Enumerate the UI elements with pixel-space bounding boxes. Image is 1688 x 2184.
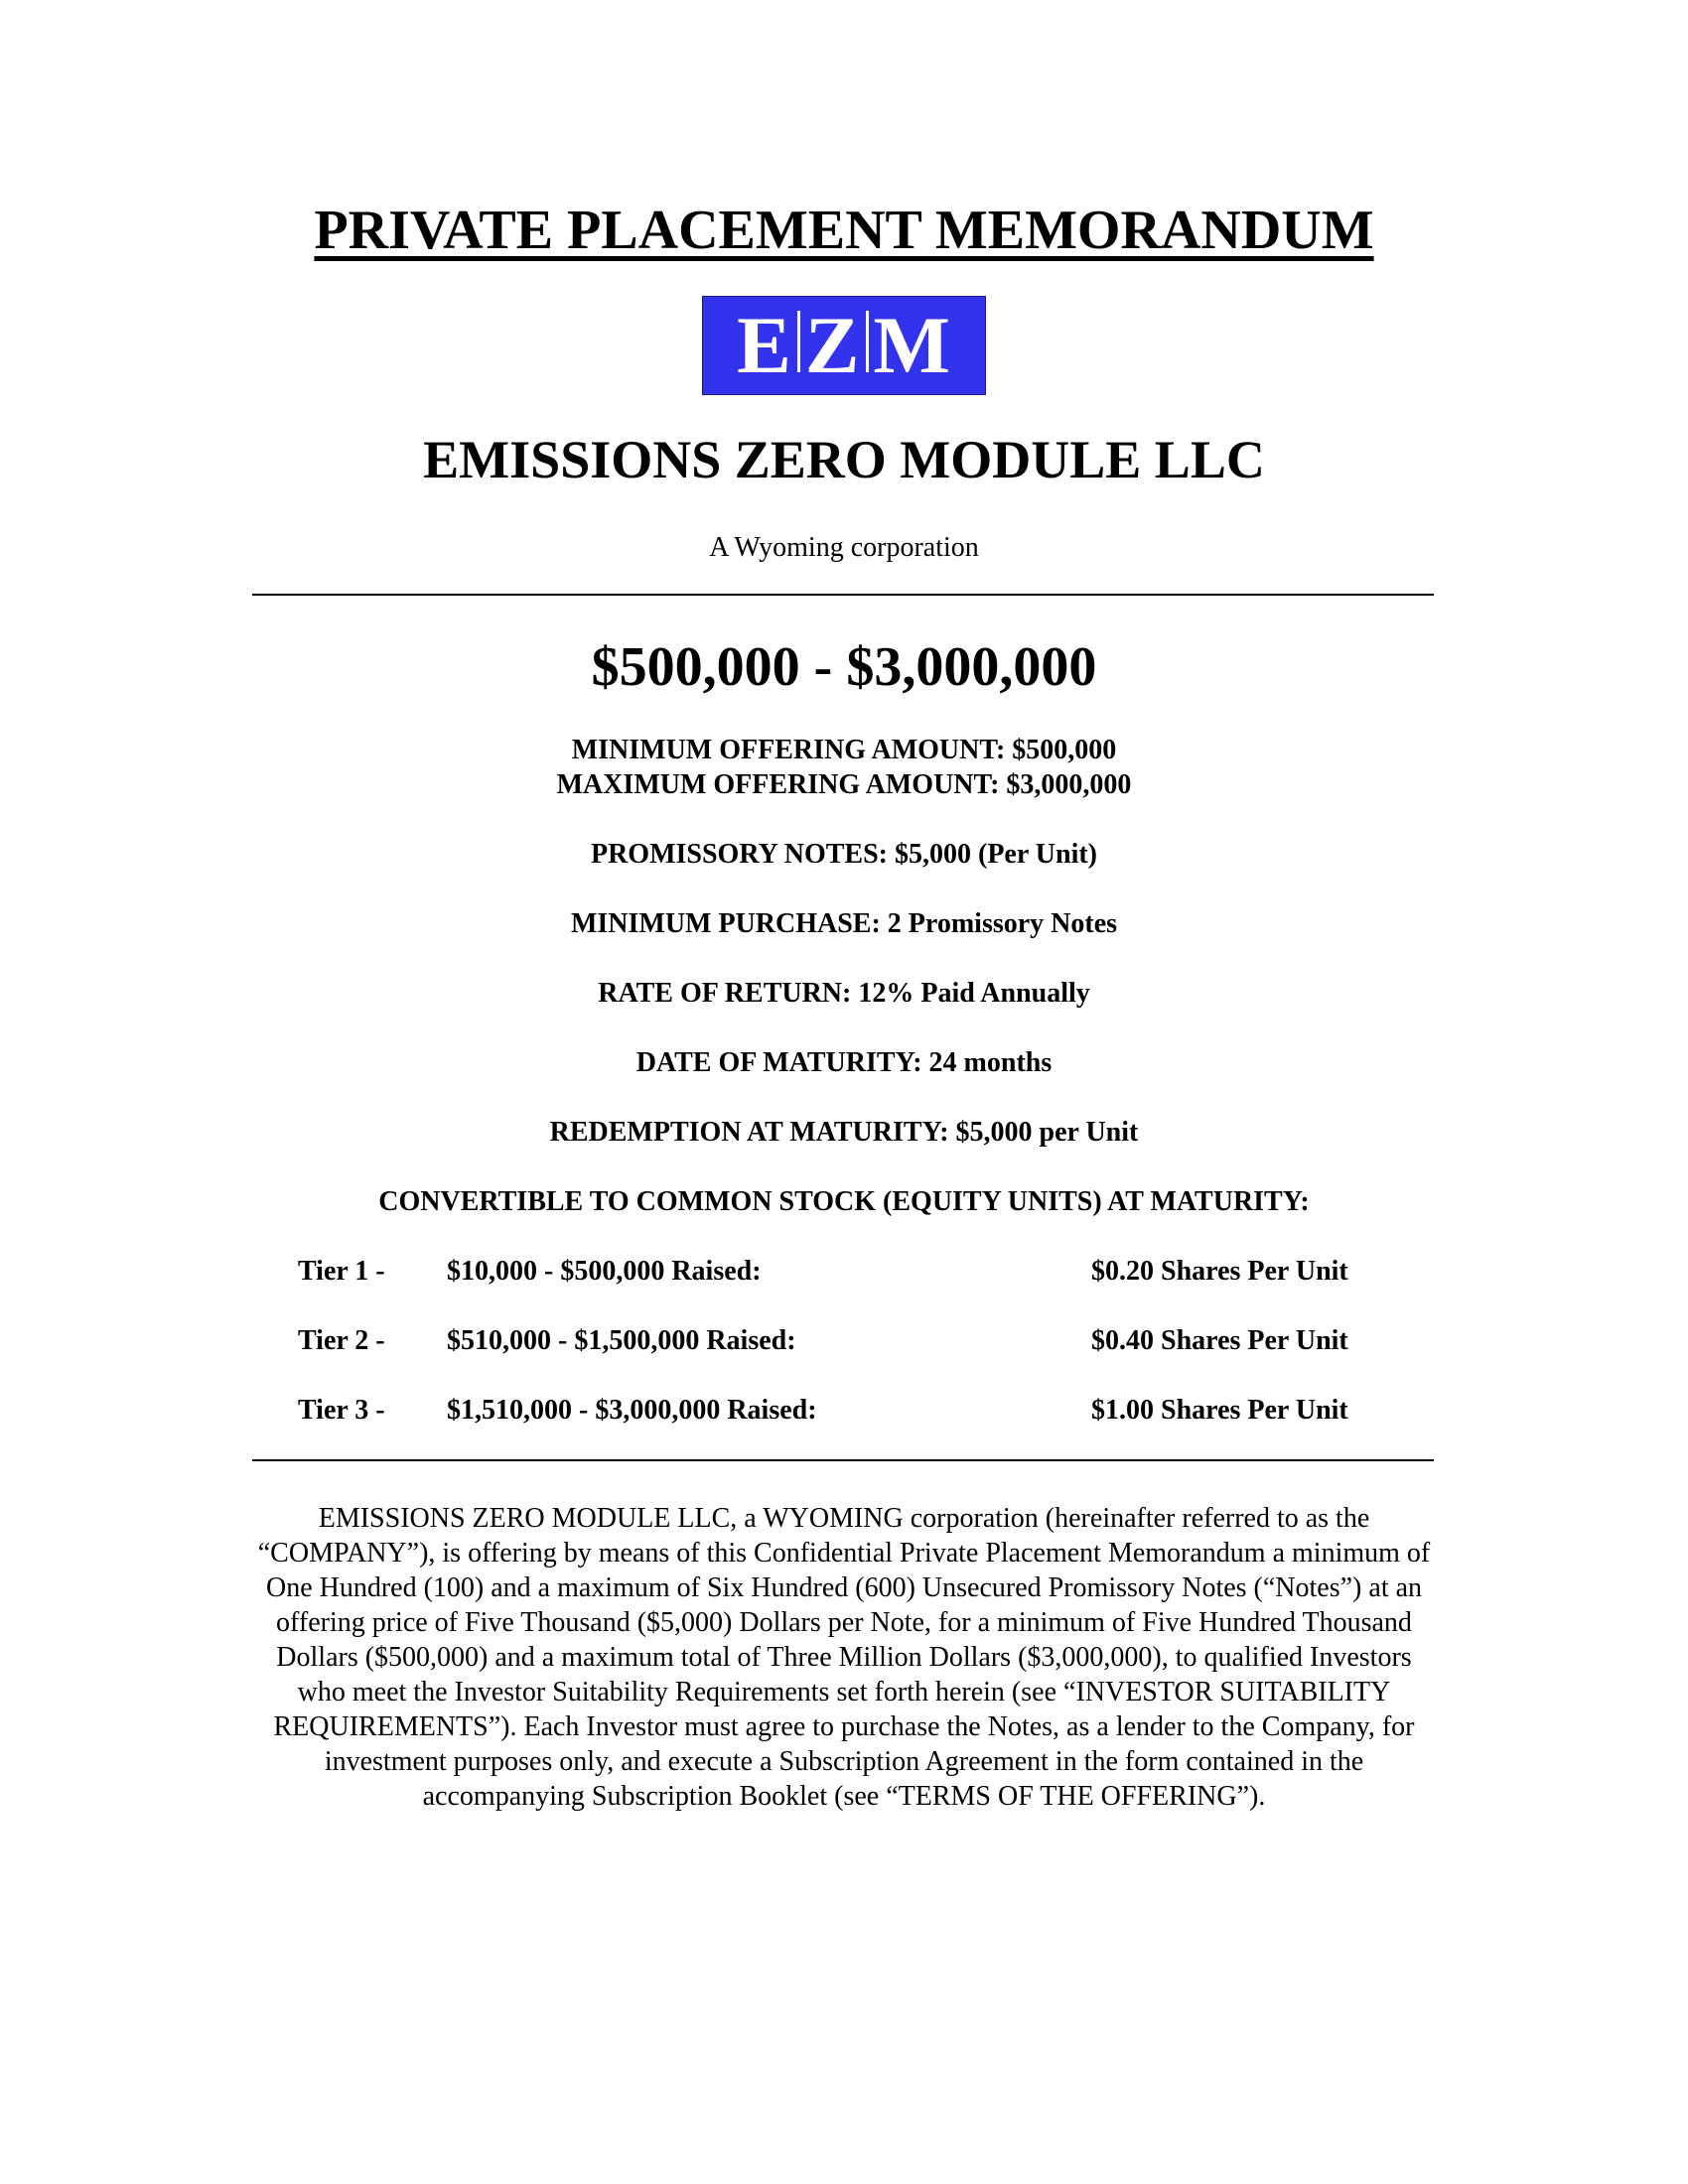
- tier-price: $0.20 Shares Per Unit: [1091, 1256, 1348, 1287]
- divider-top: [252, 594, 1434, 596]
- tier-price: $1.00 Shares Per Unit: [1091, 1395, 1348, 1426]
- paragraph-line: REQUIREMENTS”). Each Investor must agree to purchase the Notes, as a lender to the Company, for: [273, 1711, 1415, 1742]
- company-name: EMISSIONS ZERO MODULE LLC: [423, 430, 1265, 489]
- minimum-offering: MINIMUM OFFERING AMOUNT: $500,000: [571, 735, 1117, 765]
- tier-range: $1,510,000 - $3,000,000 Raised:: [447, 1395, 817, 1426]
- rate-of-return: RATE OF RETURN: 12% Paid Annually: [598, 978, 1090, 1009]
- logo-letter-e: E: [737, 300, 792, 390]
- document-title: [0, 199, 1688, 262]
- paragraph-line: Dollars ($500,000) and a maximum total of Three Million Dollars ($3,000,000), to qualified Investors: [276, 1642, 1412, 1673]
- divider-bottom: [252, 1459, 1434, 1461]
- tier-range: $510,000 - $1,500,000 Raised:: [447, 1325, 796, 1356]
- tier-label: Tier 1 -: [298, 1256, 385, 1287]
- promissory-notes: PROMISSORY NOTES: $5,000 (Per Unit): [590, 839, 1097, 870]
- convertible-heading: CONVERTIBLE TO COMMON STOCK (EQUITY UNITS) AT MATURITY:: [378, 1186, 1310, 1217]
- logo-divider: [866, 311, 869, 372]
- date-of-maturity: DATE OF MATURITY: 24 months: [635, 1047, 1053, 1078]
- paragraph-line: offering price of Five Thousand ($5,000) Dollars per Note, for a minimum of Five Hundred Thousand: [276, 1607, 1412, 1638]
- document-title-text: PRIVATE PLACEMENT MEMORANDUM: [314, 200, 1374, 261]
- redemption-at-maturity: REDEMPTION AT MATURITY: $5,000 per Unit: [549, 1117, 1139, 1148]
- tier-price: $0.40 Shares Per Unit: [1091, 1325, 1348, 1356]
- offering-range: $500,000 - $3,000,000: [591, 636, 1097, 698]
- logo-letter-m: M: [873, 300, 951, 390]
- offering-description: [179, 1501, 1509, 1814]
- tier-label: Tier 3 -: [298, 1395, 385, 1426]
- paragraph-line: EMISSIONS ZERO MODULE LLC, a WYOMING corporation (hereinafter referred to as the: [318, 1503, 1370, 1534]
- logo-divider: [797, 311, 800, 372]
- paragraph-line: who meet the Investor Suitability Requirements set forth herein (see “INVESTOR SUITABILITY: [297, 1677, 1391, 1707]
- minimum-purchase: MINIMUM PURCHASE: 2 Promissory Notes: [570, 908, 1118, 939]
- company-logo: [702, 296, 986, 395]
- logo-letter-z: Z: [804, 300, 861, 390]
- paragraph-line: accompanying Subscription Booklet (see “TERMS OF THE OFFERING”).: [422, 1781, 1266, 1812]
- company-subtitle: A Wyoming corporation: [709, 532, 979, 563]
- tier-label: Tier 2 -: [298, 1325, 385, 1356]
- tier-range: $10,000 - $500,000 Raised:: [447, 1256, 762, 1287]
- paragraph-line: “COMPANY”), is offering by means of this Confidential Private Placement Memorandum a minimum of: [257, 1538, 1431, 1569]
- paragraph-line: One Hundred (100) and a maximum of Six Hundred (600) Unsecured Promissory Notes (“Notes”) at an: [265, 1572, 1423, 1603]
- maximum-offering: MAXIMUM OFFERING AMOUNT: $3,000,000: [556, 769, 1132, 800]
- paragraph-line: investment purposes only, and execute a Subscription Agreement in the form contained in the: [324, 1746, 1364, 1777]
